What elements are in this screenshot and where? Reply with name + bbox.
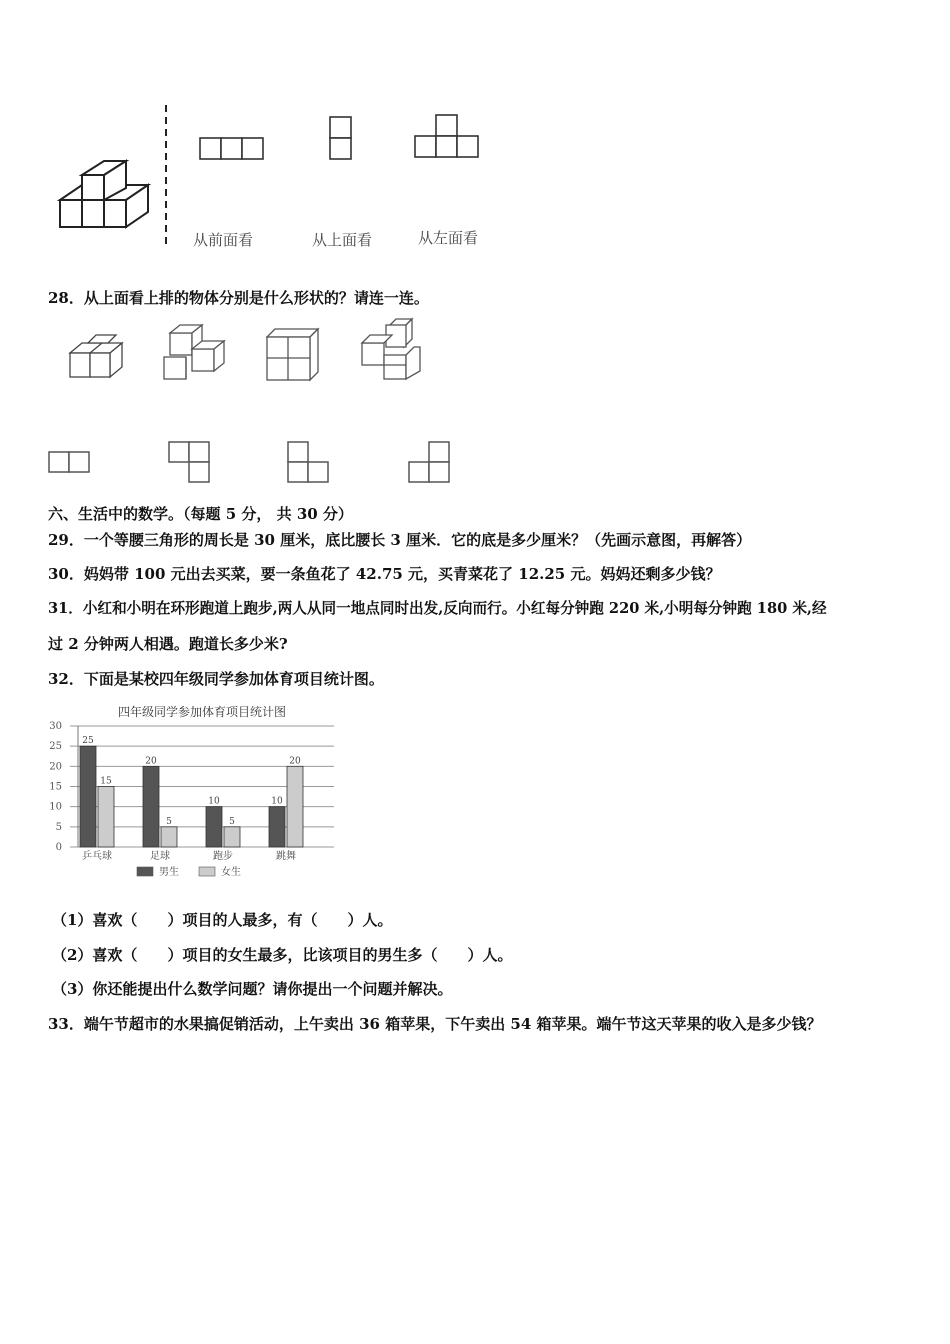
top-view-option-2 xyxy=(169,442,209,482)
question-33: 33．端午节超市的水果搞促销活动，上午卖出 36 箱苹果，下午卖出 54 箱苹果。端午节这天苹果的收入是多少钱？ xyxy=(48,1015,822,1033)
top-view-shape xyxy=(330,117,351,159)
bar-value-label: 15 xyxy=(100,776,112,787)
object-4 xyxy=(362,319,420,379)
question-31-line2: 过 2 分钟两人相遇。跑道长多少米? xyxy=(48,635,288,653)
bar xyxy=(98,787,114,848)
y-tick-label: 20 xyxy=(49,761,62,773)
question-29: 29．一个等腰三角形的周长是 30 厘米，底比腰长 3 厘米．它的底是多少厘米？（先画示意图，再解答） xyxy=(48,531,752,549)
object-2 xyxy=(164,325,224,379)
question-28: 28．从上面看上排的物体分别是什么形状的？请连一连。 xyxy=(48,289,429,307)
y-tick-label: 0 xyxy=(55,842,62,853)
top-view-option-4 xyxy=(409,442,449,482)
question-30: 30．妈妈带 100 元出去买菜，要一条鱼花了 42.75 元，买青菜花了 12.25 元。妈妈还剩多少钱？ xyxy=(48,565,721,583)
y-tick-label: 5 xyxy=(55,821,62,833)
y-tick-label: 25 xyxy=(49,741,62,753)
legend-label: 女生 xyxy=(221,867,241,878)
front-view-label: 从前面看 xyxy=(193,231,254,249)
bar-value-label: 20 xyxy=(289,756,301,767)
bar-value-label: 10 xyxy=(208,796,220,807)
question-32: 32．下面是某校四年级同学参加体育项目统计图。 xyxy=(48,670,384,688)
left-view-label: 从左面看 xyxy=(418,229,479,247)
sports-bar-chart xyxy=(42,700,342,890)
question-32-sub1: （1）喜欢（ ）项目的人最多，有（ ）人。 xyxy=(52,911,393,929)
cube-stack xyxy=(60,161,148,227)
bar-value-label: 5 xyxy=(166,816,172,827)
y-tick-label: 30 xyxy=(49,721,62,732)
x-tick-label: 乒乓球 xyxy=(82,851,112,862)
bar xyxy=(161,827,177,847)
front-view-shape xyxy=(200,138,263,159)
top-view-option-3 xyxy=(288,442,328,482)
bar xyxy=(287,766,303,847)
bar xyxy=(269,807,285,847)
x-tick-label: 足球 xyxy=(150,851,170,862)
left-view-shape xyxy=(415,115,478,157)
question-31-line1: 31．小红和小明在环形跑道上跑步,两人从同一地点同时出发,反向而行。小红每分钟跑 220 米,小明每分钟跑 180 米,经 xyxy=(48,600,827,617)
question-32-sub2: （2）喜欢（ ）项目的女生最多，比该项目的男生多（ ）人。 xyxy=(52,946,513,964)
question-32-sub3: （3）你还能提出什么数学问题？请你提出一个问题并解决。 xyxy=(52,980,453,998)
bar-value-label: 25 xyxy=(82,736,94,747)
q28-top-views xyxy=(45,438,465,488)
object-3 xyxy=(267,329,318,380)
bar xyxy=(80,746,96,847)
top-view-label: 从上面看 xyxy=(312,231,373,249)
top-view-option-1 xyxy=(49,452,89,472)
x-tick-label: 跑步 xyxy=(213,851,233,862)
bar xyxy=(143,766,159,847)
bar xyxy=(206,807,222,847)
legend-swatch xyxy=(199,867,215,876)
legend-label: 男生 xyxy=(159,867,179,878)
y-tick-label: 10 xyxy=(49,801,62,813)
bar-value-label: 5 xyxy=(229,816,235,827)
bar xyxy=(224,827,240,847)
y-tick-label: 15 xyxy=(49,781,62,793)
x-tick-label: 跳舞 xyxy=(276,851,296,862)
bar-value-label: 10 xyxy=(271,796,283,807)
q28-objects xyxy=(60,315,440,390)
legend-swatch xyxy=(137,867,153,876)
object-1 xyxy=(70,335,122,377)
chart-title: 四年级同学参加体育项目统计图 xyxy=(117,705,287,719)
bar-value-label: 20 xyxy=(145,756,157,767)
section-6-heading: 六、生活中的数学。（每题 5 分， 共 30 分） xyxy=(48,505,353,523)
